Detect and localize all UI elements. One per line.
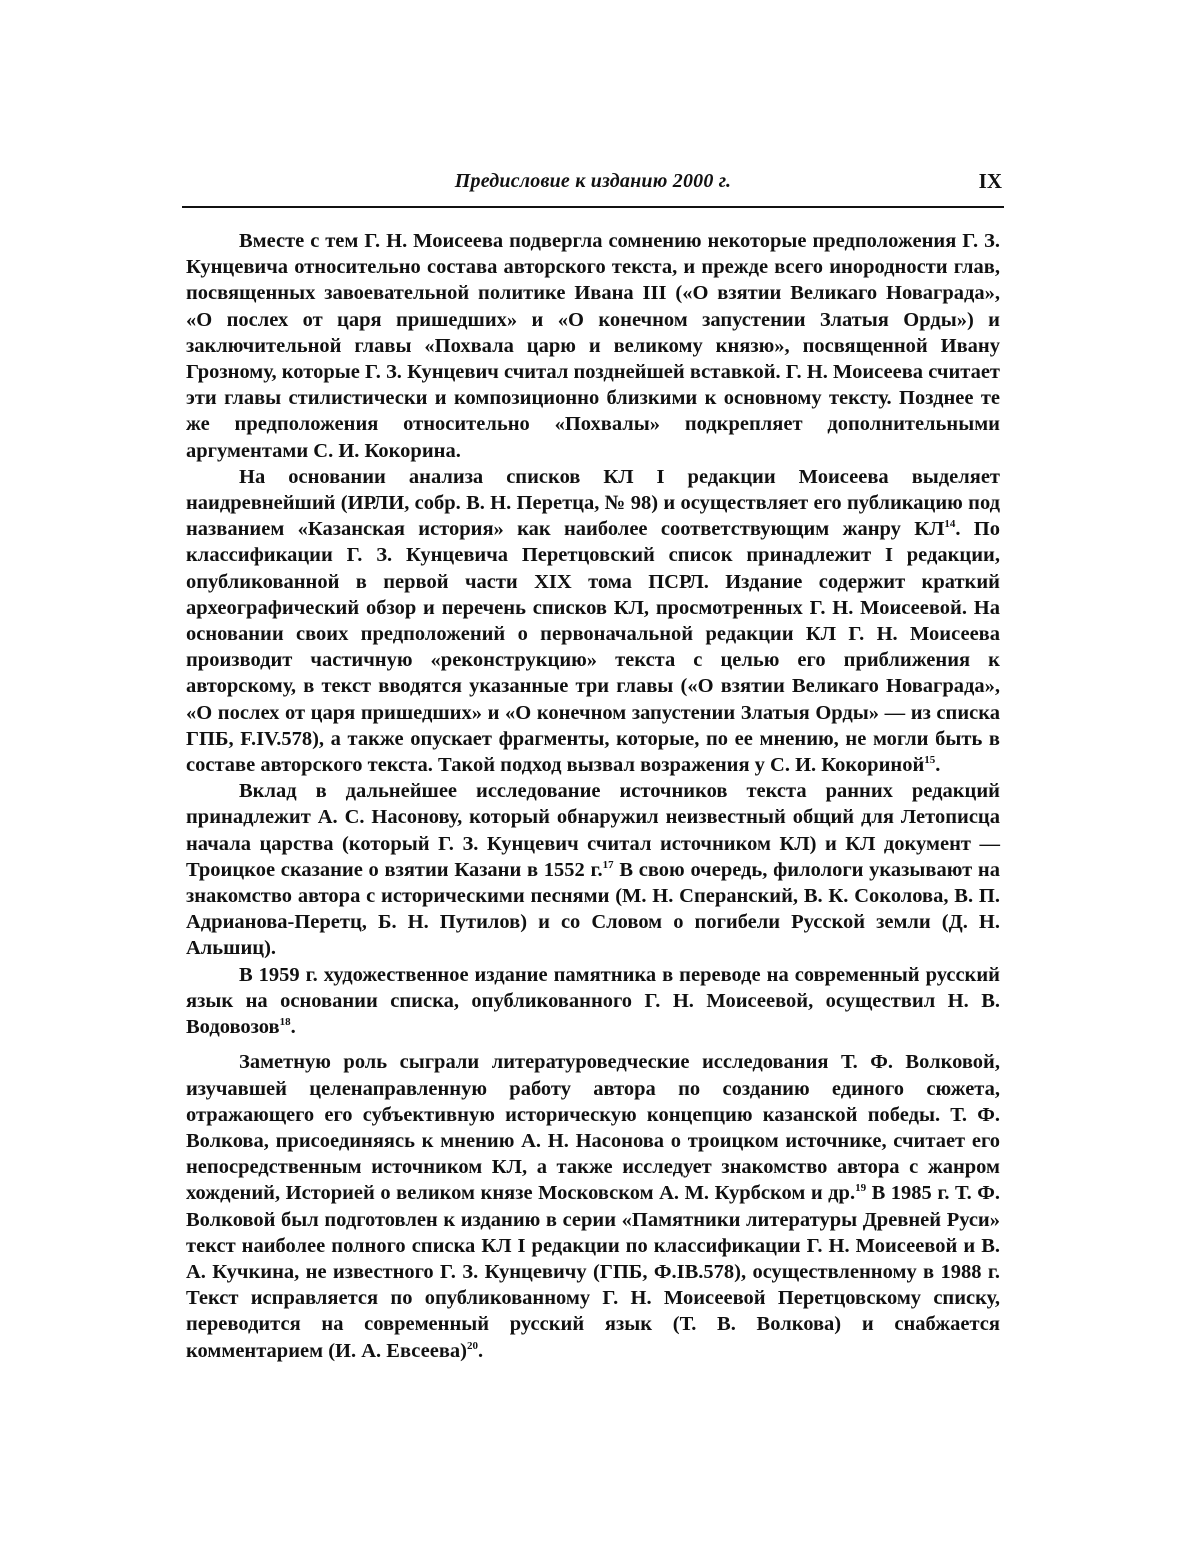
footnote-ref: 20 (466, 1339, 478, 1352)
paragraph-2 (186, 464, 1000, 778)
paragraph-text: Заметную роль сыграли литературоведческие исследования Т. Ф. Волковой, изучавшей целенаправленную работу автора по созданию единого сюжета, отражающего его субъективную историческую концепцию казанской победы. Т. Ф. Волкова, присоединяясь к мнению А. Н. Насонова о троицком источнике, считает его непосредственным источником КЛ, а также исследует знакомство автора с жанром хождений, Историей о великом князе Московском А. М. Курбском и др. (186, 1051, 1000, 1205)
paragraph-text: . По классификации Г. З. Кунцевича Перетцовский список принадлежит I редакции, опубликованной в первой части XIX тома ПСРЛ. Издание содержит краткий археографический обзор и перечень списков КЛ, просмотренных Г. Н. Моисеевой. На основании своих предположений о первоначальной редакции КЛ Г. Н. Моисеева производит частичную «реконструкцию» текста с целью его приближения к авторскому, в текст вводятся указанные три главы («О взятии Великаго Новаграда», «О послех от царя пришедших» и «О конечном запустении Златыя Орды» — из списка ГПБ, F.IV.578), а также опускает фрагменты, которые, по ее мнению, не могли быть в составе авторского текста. Такой подход вызвал возражения у С. И. Кокориной (186, 518, 1000, 777)
body-text (186, 228, 1000, 1364)
page-number: IX (978, 169, 1002, 193)
paragraph-5 (186, 1049, 1000, 1363)
paragraph-text: В 1959 г. художественное издание памятника в переводе на современный русский язык на основании списка, опубликованного Г. Н. Моисеевой, осуществил Н. В. Водовозов (186, 963, 1000, 1039)
footnote-ref: 17 (602, 859, 614, 872)
footnote-ref: 18 (279, 1016, 291, 1029)
footnote-ref: 14 (944, 518, 956, 531)
paragraph-4 (186, 962, 1000, 1041)
paragraph-text: На основании анализа списков КЛ I редакции Моисеева выделяет наидревнейший (ИРЛИ, собр. В. Н. Перетца, № 98) и осуществляет его публикацию под названием «Казанская история» как наиболее соответствующим жанру КЛ (186, 465, 1000, 541)
paragraph-text: В 1985 г. Т. Ф. Волковой был подготовлен к изданию в серии «Памятники литературы Древней Руси» текст наиболее полного списка КЛ I редакции по классификации Г. Н. Моисеевой и В. А. Кучкина, не известного Г. З. Кунцевичу (ГПБ, Ф.IВ.578), осуществленному в 1988 г. Текст исправляется по опубликованному Г. Н. Моисеевой Перетцовскому списку, переводится на современный русский язык (Т. В. Волкова) и снабжается комментарием (И. А. Евсеева) (186, 1182, 1000, 1362)
paragraph-text: . (290, 1016, 296, 1039)
paragraph-text: Вместе с тем Г. Н. Моисеева подвергла сомнению некоторые предположения Г. З. Кунцевича относительно состава авторского текста, и прежде всего инородности глав, посвященных завоевательной политике Ивана III («О взятии Великаго Новаграда», «О послех от царя пришедших» и «О конечном запустении Златыя Орды») и заключительной главы «Похвала царю и великому князю», посвященной Ивану Грозному, которые Г. З. Кунцевич считал позднейшей вставкой. Г. Н. Моисеева считает эти главы стилистически и композиционно близкими к основному тексту. Позднее те же предположения относительно «Похвалы» подкрепляет дополнительными аргументами С. И. Кокорина. (186, 230, 1000, 462)
running-head (182, 170, 1004, 200)
paragraph-text: В свою очередь, филологи указывают на знакомство автора с историческими песнями (М. Н. Сперанский, В. К. Соколова, В. П. Адрианова-Перетц, Б. Н. Путилов) и со Словом о погибели Русской земли (Д. Н. Альшиц). (186, 858, 1000, 960)
running-head-title: Предисловие к изданию 2000 г. (454, 170, 732, 192)
paragraph-text: . (935, 754, 941, 777)
paragraph-3 (186, 778, 1000, 961)
header-rule (182, 206, 1004, 208)
footnote-ref: 19 (855, 1182, 867, 1195)
paragraph-text: . (477, 1339, 484, 1362)
paragraph-1 (186, 228, 1000, 464)
paragraph-text: Вклад в дальнейшее исследование источников текста ранних редакций принадлежит А. С. Насонову, который обнаружил неизвестный общий для Летописца начала царства (который Г. З. Кунцевич считал источником КЛ) и КЛ документ — Троицкое сказание о взятии Казани в 1552 г. (186, 780, 1000, 881)
footnote-ref: 15 (924, 754, 936, 767)
